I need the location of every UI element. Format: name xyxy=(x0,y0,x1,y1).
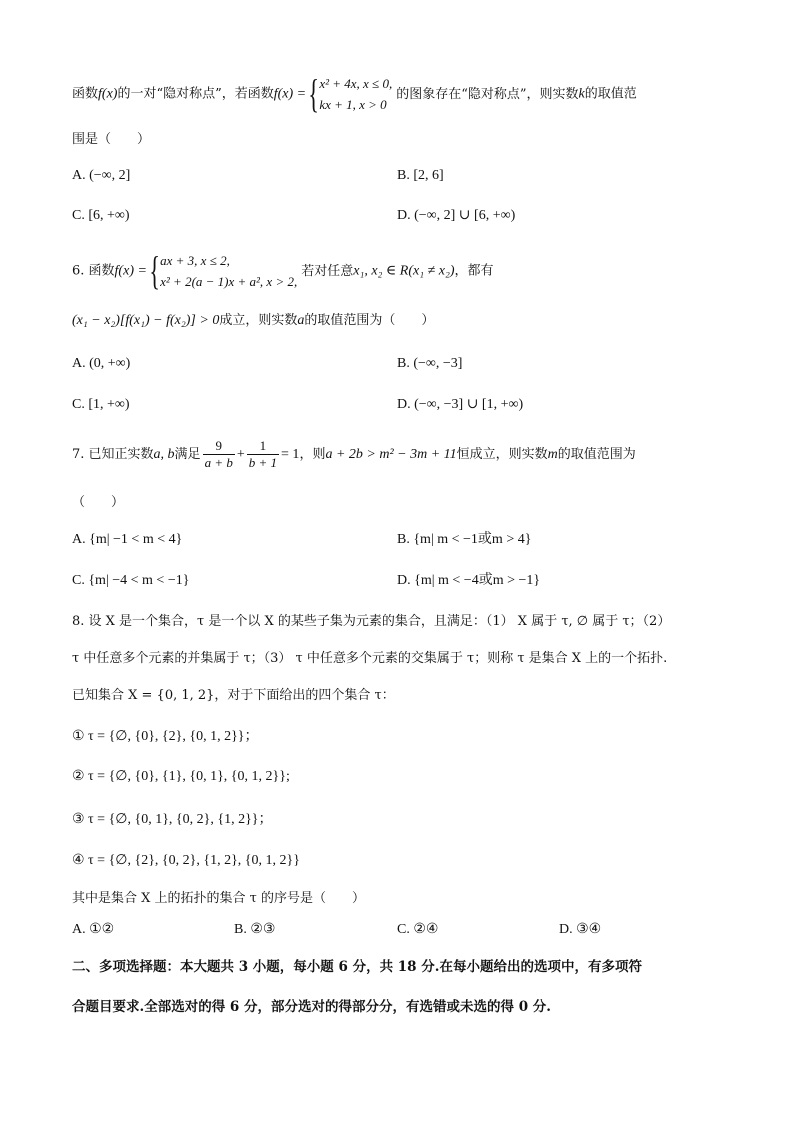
q5-option-d: D. (−∞, 2] ∪ [6, +∞) xyxy=(397,208,516,223)
q6-option-b: B. (−∞, −3] xyxy=(397,356,463,371)
q6-function-def: f(x) = xyxy=(114,263,147,279)
q7-stem-line2: （ ） xyxy=(72,495,125,510)
q7-inequality: a + 2b > m² − 3m + 11 xyxy=(325,447,457,462)
q5-function-f: f(x) xyxy=(98,86,118,102)
q7-fraction-1-denominator: a + b xyxy=(204,455,233,470)
q5-stem-line1 xyxy=(72,73,637,115)
q5-piecewise-brace: { xyxy=(308,71,320,116)
q8-option-d: D. ③④ xyxy=(559,922,602,937)
q6-piecewise-brace: { xyxy=(149,248,160,293)
q7-plus: + xyxy=(236,447,245,462)
q7-holds: 恒成立，则实数 xyxy=(456,447,548,462)
q8-item-4: ④ τ = {∅, {2}, {0, 2}, {1, 2}, {0, 1, 2}} xyxy=(72,853,300,868)
q6-piecewise-cases xyxy=(160,250,297,292)
q6-var-a: a xyxy=(297,313,305,328)
q8-stem-line2: τ 中任意多个元素的并集属于 τ；（3） τ 中任意多个元素的交集属于 τ；则称 τ 是集合 X 上的一个拓扑. xyxy=(72,651,668,666)
q7-tail: 的取值范围为 xyxy=(557,447,636,462)
q7-option-d: D. {m| m < −4或m > −1} xyxy=(397,573,541,588)
q8-item-2: ② τ = {∅, {0}, {1}, {0, 1}, {0, 1, 2}}; xyxy=(72,769,290,784)
q6-condition-math: x₁, x₂ ∈ R(x₁ ≠ x₂) xyxy=(353,263,455,279)
section2-heading-line1: 二、多项选择题：本大题共 3 小题，每小题 6 分，共 18 分.在每小题给出的选项中，有多项符 xyxy=(72,959,642,975)
q8-stem-line3: 已知集合 X = {0, 1, 2}，对于下面给出的四个集合 τ： xyxy=(72,688,395,703)
q6-stem-line1 xyxy=(72,250,494,292)
q5-option-a: A. (−∞, 2] xyxy=(72,168,131,183)
q8-option-a: A. ①② xyxy=(72,922,115,937)
q5-case-2: kx + 1, x > 0 xyxy=(319,97,387,112)
q6-case-2: x² + 2(a − 1)x + a², x > 2, xyxy=(160,274,298,289)
q5-stem-line2: 围是（ ） xyxy=(72,132,151,147)
q7-then: ，则 xyxy=(299,447,326,462)
q5-stem-part-b: 的一对“隐对称点”，若函数 xyxy=(117,86,274,102)
q5-var-k: k xyxy=(578,86,585,102)
q8-option-c: C. ②④ xyxy=(397,922,439,937)
q5-stem-part-a: 函数 xyxy=(72,86,99,102)
q7-fraction-2 xyxy=(247,438,279,471)
q7-fraction-2-numerator: 1 xyxy=(247,438,279,455)
q7-option-b: B. {m| m < −1或m > 4} xyxy=(397,532,532,547)
q7-var-m: m xyxy=(547,447,558,462)
q5-function-def: f(x) = xyxy=(273,86,307,102)
q6-number: 6. 函数 xyxy=(72,263,115,279)
q6-line2-text: 成立，则实数 xyxy=(219,313,298,328)
q5-option-c: C. [6, +∞) xyxy=(72,208,130,223)
q5-stem-part-d: 的取值范 xyxy=(584,86,637,102)
q6-condition: 若对任意 xyxy=(301,263,354,279)
q6-option-a: A. (0, +∞) xyxy=(72,356,131,371)
q6-case-1: ax + 3, x ≤ 2, xyxy=(160,253,230,268)
q7-fraction-1 xyxy=(203,438,235,471)
q6-option-c: C. [1, +∞) xyxy=(72,397,130,412)
q8-item-3: ③ τ = {∅, {0, 1}, {0, 2}, {1, 2}}； xyxy=(72,812,273,827)
q7-option-c: C. {m| −4 < m < −1} xyxy=(72,573,190,588)
q6-monotonic-condition: (x₁ − x₂)[f(x₁) − f(x₂)] > 0 xyxy=(72,313,220,328)
q7-number: 7. 已知正实数 xyxy=(72,447,154,462)
q7-satisfy: 满足 xyxy=(174,447,201,462)
q8-item-1: ① τ = {∅, {0}, {2}, {0, 1, 2}}； xyxy=(72,729,259,744)
q7-vars: a, b xyxy=(153,447,175,462)
q6-line2-tail: 的取值范围为（ ） xyxy=(304,313,435,328)
q8-question: 其中是集合 X 上的拓扑的集合 τ 的序号是（ ） xyxy=(72,891,365,906)
q6-option-d: D. (−∞, −3] ∪ [1, +∞) xyxy=(397,397,524,412)
q5-stem-part-c: 的图象存在“隐对称点”，则实数 xyxy=(396,86,579,102)
q5-option-b: B. [2, 6] xyxy=(397,168,444,183)
q7-fraction-1-numerator: 9 xyxy=(203,438,235,455)
section2-heading-line2: 合题目要求.全部选对的得 6 分，部分选对的得部分分，有选错或未选的得 0 分. xyxy=(72,999,551,1015)
q7-option-a: A. {m| −1 < m < 4} xyxy=(72,532,183,547)
q7-equals: = 1 xyxy=(281,447,300,462)
q8-stem-line1: 8. 设 X 是一个集合，τ 是一个以 X 的某些子集为元素的集合，且满足：（1） X 属于 τ, ∅ 属于 τ；（2） xyxy=(72,614,671,629)
q7-stem-line1 xyxy=(72,437,636,473)
q7-fraction-2-denominator: b + 1 xyxy=(248,455,278,470)
q6-stem-line2 xyxy=(72,312,434,330)
q8-option-b: B. ②③ xyxy=(234,922,276,937)
q5-case-1: x² + 4x, x ≤ 0, xyxy=(319,76,393,91)
q5-piecewise-cases xyxy=(319,73,392,115)
q6-condition-tail: ，都有 xyxy=(454,263,494,279)
